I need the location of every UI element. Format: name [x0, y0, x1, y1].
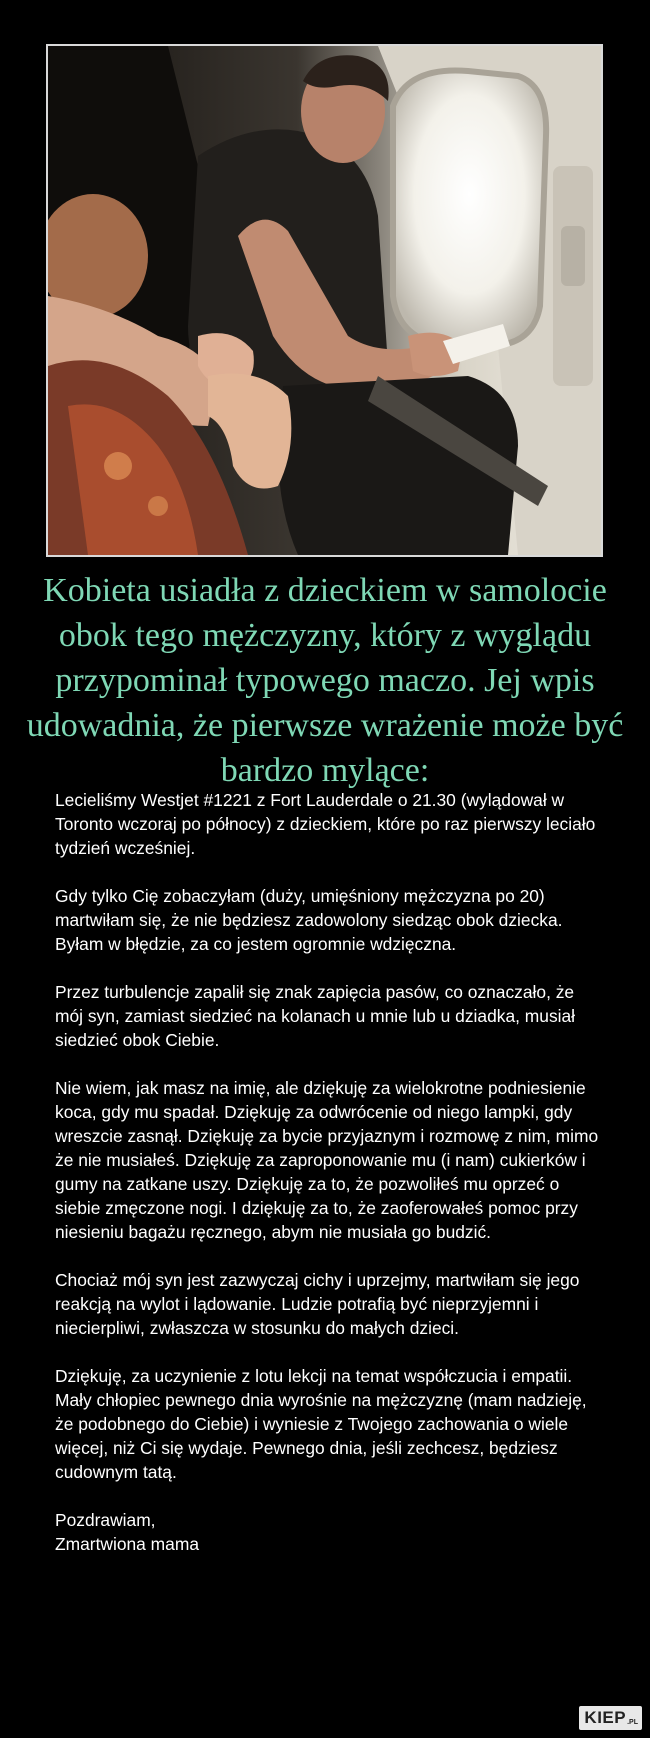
- watermark-logo-text: KIEP: [584, 1708, 627, 1727]
- photo-man-and-child-on-plane-icon: [48, 46, 601, 555]
- headline: Kobieta usiadła z dzieckiem w samolocie obok tego mężczyzny, który z wyglądu przypominał typowego maczo. Jej wpis udowadnia, że pierwsze wrażenie może być bardzo mylące:: [26, 572, 624, 789]
- story-paragraph: Nie wiem, jak masz na imię, ale dziękuję za wielokrotne podniesienie koca, gdy mu spadał. Dziękuję za odwrócenie od niego lampki, gdy wreszcie zasnął. Dziękuję za bycie przyjaznym i rozmowę z nim, mimo że nie musiałeś. Dziękuję za zaproponowanie mu (i nam) cukierków i gumy na zatkane uszy. Dziękuję za to, że pozwoliłeś mu oprzeć o siebie zmęczone nogi. I dziękuję za to, że zaoferowałeś pomoc przy niesieniu bagażu ręcznego, abym nie musiała go budzić.: [55, 1078, 599, 1242]
- watermark-domain: .PL: [627, 1719, 638, 1726]
- story-paragraph: Lecieliśmy Westjet #1221 z Fort Lauderdale o 21.30 (wylądował w Toronto wczoraj po północy) z dzieckiem, które po raz pierwszy leciało tydzień wcześniej.: [55, 790, 596, 858]
- main-photo: [46, 44, 603, 557]
- greeting: Pozdrawiam,: [55, 1510, 156, 1530]
- signature: Zmartwiona mama: [55, 1534, 199, 1554]
- story-text: [55, 788, 605, 1556]
- story-paragraph: Chociaż mój syn jest zazwyczaj cichy i uprzejmy, martwiłam się jego reakcją na wylot i lądowanie. Ludzie potrafią być nieprzyjemni i niecierpliwi, zwłaszcza w stosunku do małych dzieci.: [55, 1270, 580, 1338]
- site-watermark: [579, 1706, 642, 1730]
- story-paragraph: Przez turbulencje zapalił się znak zapięcia pasów, co oznaczało, że mój syn, zamiast siedzieć na kolanach u mnie lub u dziadka, musiał siedzieć obok Ciebie.: [55, 982, 576, 1050]
- story-paragraph: Gdy tylko Cię zobaczyłam (duży, umięśniony mężczyzna po 20) martwiłam się, że nie będziesz zadowolony siedząc obok dziecka. Byłam w błędzie, za co jestem ogromnie wdzięczna.: [55, 886, 563, 954]
- signature-block: [55, 1508, 605, 1556]
- story-paragraph: Dziękuję, za uczynienie z lotu lekcji na temat współczucia i empatii. Mały chłopiec pewnego dnia wyrośnie na mężczyznę (mam nadzieję, że podobnego do Ciebie) i wyniesie z Twojego zachowania o wiele więcej, niż Ci się wydaje. Pewnego dnia, jeśli zechcesz, będziesz cudownym tatą.: [55, 1366, 587, 1482]
